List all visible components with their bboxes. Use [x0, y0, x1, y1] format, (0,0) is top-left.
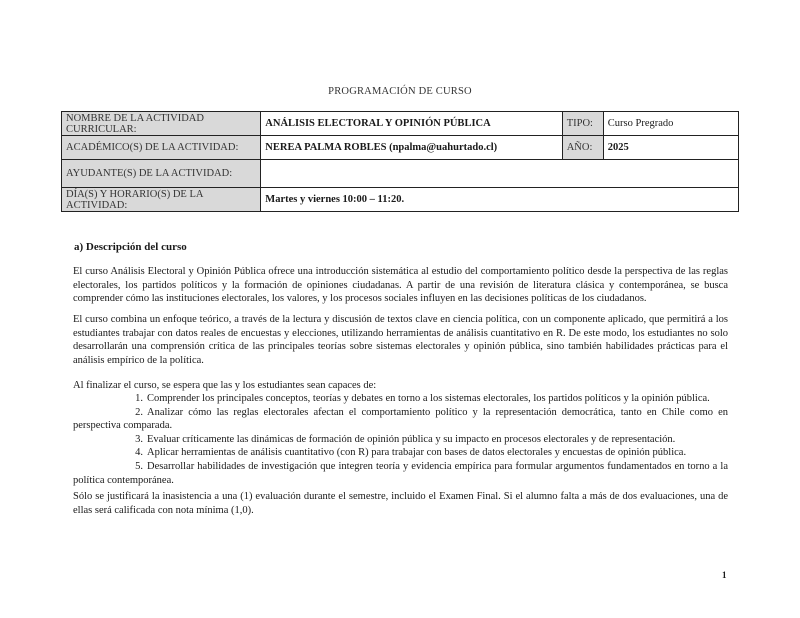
year-value: 2025: [603, 136, 738, 160]
objectives-intro: Al finalizar el curso, se espera que las y los estudiantes sean capaces de:: [73, 380, 377, 391]
list-item-text: Desarrollar habilidades de investigación que integren teoría y evidencia empírica para formular argumentos fundamentados en torno a la política contemporánea.: [73, 460, 728, 486]
list-item-number: 2.: [135, 406, 143, 418]
activity-name-label: NOMBRE DE LA ACTIVIDAD CURRICULAR:: [62, 112, 261, 136]
list-item: [73, 392, 728, 406]
list-item-text: Analizar cómo las reglas electorales afectan el comportamiento político y la representación democrática, tanto en Chile como en perspectiva comparada.: [73, 406, 728, 432]
list-item: [73, 460, 728, 487]
list-item: [73, 406, 728, 433]
list-item-number: 4.: [135, 447, 143, 459]
section-heading: a) Descripción del curso: [74, 241, 187, 253]
description-paragraph-2: El curso combina un enfoque teórico, a través de la lectura y discusión de textos clave en ciencia política, con un componente aplicado, que permitirá a los estudiantes trabajar con datos reales de encuestas y elecciones, utilizando herramientas de análisis cuantitativo en R. De este modo, los estudiantes no solo desarrollarán una comprensión crítica de las principales teorías sobre sistemas electorales y opinión pública, sino también habilidades prácticas para el análisis empírico de la política.: [73, 314, 728, 366]
course-info-table: [61, 111, 739, 212]
list-item-number: 1.: [135, 393, 143, 404]
academics-label: ACADÉMICO(S) DE LA ACTIVIDAD:: [62, 136, 261, 160]
table-row: [62, 188, 739, 212]
page-number: 1: [722, 570, 727, 580]
schedule-value: Martes y viernes 10:00 – 11:20.: [261, 188, 739, 212]
list-item: [73, 433, 728, 447]
table-row: [62, 160, 739, 188]
description-paragraph-1: El curso Análisis Electoral y Opinión Pública ofrece una introducción sistemática al estudio del comportamiento político desde la perspectiva de las reglas electorales, los partidos políticos y la formación de opiniones ciudadanas. A partir de una revisión de literatura clásica y contemporánea, se busca comprender cómo las instituciones electorales, los valores, y los procesos sociales influyen en las decisiones políticas de los ciudadanos.: [73, 266, 728, 305]
table-row: [62, 112, 739, 136]
list-item-number: 3.: [135, 433, 143, 445]
document-title: PROGRAMACIÓN DE CURSO: [328, 86, 472, 97]
year-label: AÑO:: [562, 136, 603, 160]
list-item-text: Evaluar críticamente las dinámicas de formación de opinión pública y su impacto en procesos electorales y de representación.: [147, 433, 676, 445]
assistants-value: [261, 160, 739, 188]
table-row: [62, 136, 739, 160]
list-item-text: Comprender los principales conceptos, teorías y debates en torno a los sistemas electorales, los partidos políticos y la opinión pública.: [147, 393, 710, 404]
attendance-paragraph: Sólo se justificará la inasistencia a una (1) evaluación durante el semestre, incluido el Examen Final. Si el alumno falta a más de dos evaluaciones, una de ellas será calificada con nota mínima (1,0).: [73, 491, 728, 516]
type-label: TIPO:: [562, 112, 603, 136]
objectives-list: [73, 392, 728, 487]
schedule-label: DÍA(S) Y HORARIO(S) DE LA ACTIVIDAD:: [62, 188, 261, 212]
list-item: [73, 446, 728, 460]
list-item-text: Aplicar herramientas de análisis cuantitativo (con R) para trabajar con bases de datos electorales y encuestas de opinión pública.: [147, 447, 687, 459]
activity-name-value: ANÁLISIS ELECTORAL Y OPINIÓN PÚBLICA: [261, 112, 562, 136]
academics-value: NEREA PALMA ROBLES (npalma@uahurtado.cl): [261, 136, 562, 160]
assistants-label: AYUDANTE(S) DE LA ACTIVIDAD:: [62, 160, 261, 188]
type-value: Curso Pregrado: [603, 112, 738, 136]
list-item-number: 5.: [135, 460, 143, 472]
